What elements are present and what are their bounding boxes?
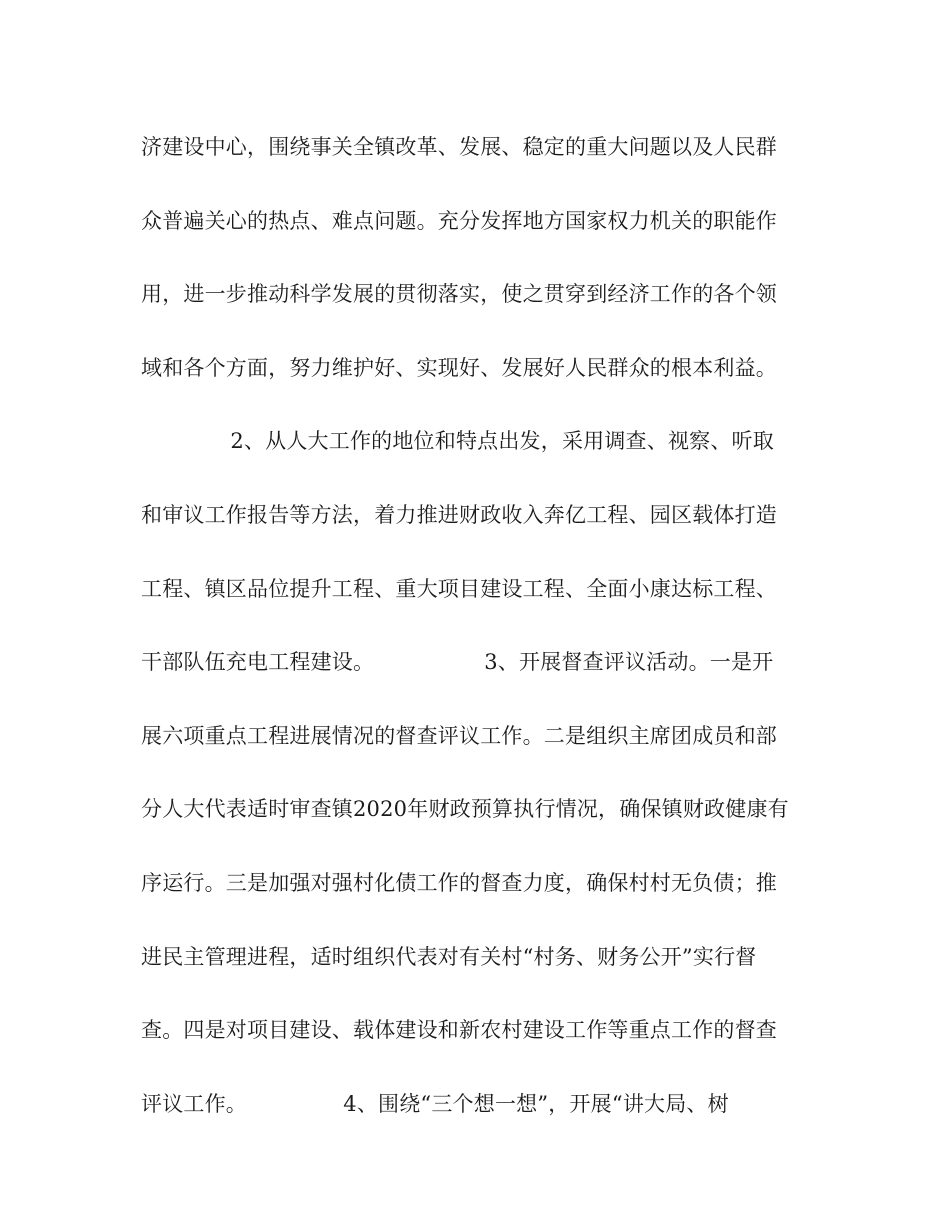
text-line: 济建设中心，围绕事关全镇改革、发展、稳定的重大问题以及人民群 (141, 135, 777, 159)
text-line: 众普遍关心的热点、难点问题。充分发挥地方国家权力机关的职能作 (141, 208, 777, 233)
text-line: 展六项重点工程进展情况的督查评议工作。二是组织主席团成员和部 (141, 723, 777, 748)
text-line: 域和各个方面，努力维护好、实现好、发展好人民群众的根本利益。 (141, 355, 777, 380)
text-line: 进民主管理进程，适时组织代表对有关村“村务、财务公开”实行督 (141, 944, 757, 969)
text-line: 评议工作。 4、围绕“三个想一想”，开展“讲大局、树 (141, 1091, 729, 1116)
text-line: 和审议工作报告等方法，着力推进财政收入奔亿工程、园区载体打造 (141, 502, 777, 527)
text-line: 序运行。三是加强对强村化债工作的督查力度，确保村村无负债；推 (141, 870, 777, 895)
text-line: 查。四是对项目建设、载体建设和新农村建设工作等重点工作的督查 (141, 1018, 777, 1043)
text-line: 分人大代表适时审查镇2020年财政预算执行情况，确保镇财政健康有 (141, 797, 789, 822)
text-line: 2、从人大工作的地位和特点出发，采用调查、视察、听取 (141, 429, 774, 454)
text-line: 工程、镇区品位提升工程、重大项目建设工程、全面小康达标工程、 (141, 576, 777, 601)
text-line: 用，进一步推动科学发展的贯彻落实，使之贯穿到经济工作的各个领 (141, 282, 777, 307)
body-text (141, 123, 809, 1153)
text-line: 干部队伍充电工程建设。 3、开展督查评议活动。一是开 (141, 650, 774, 675)
